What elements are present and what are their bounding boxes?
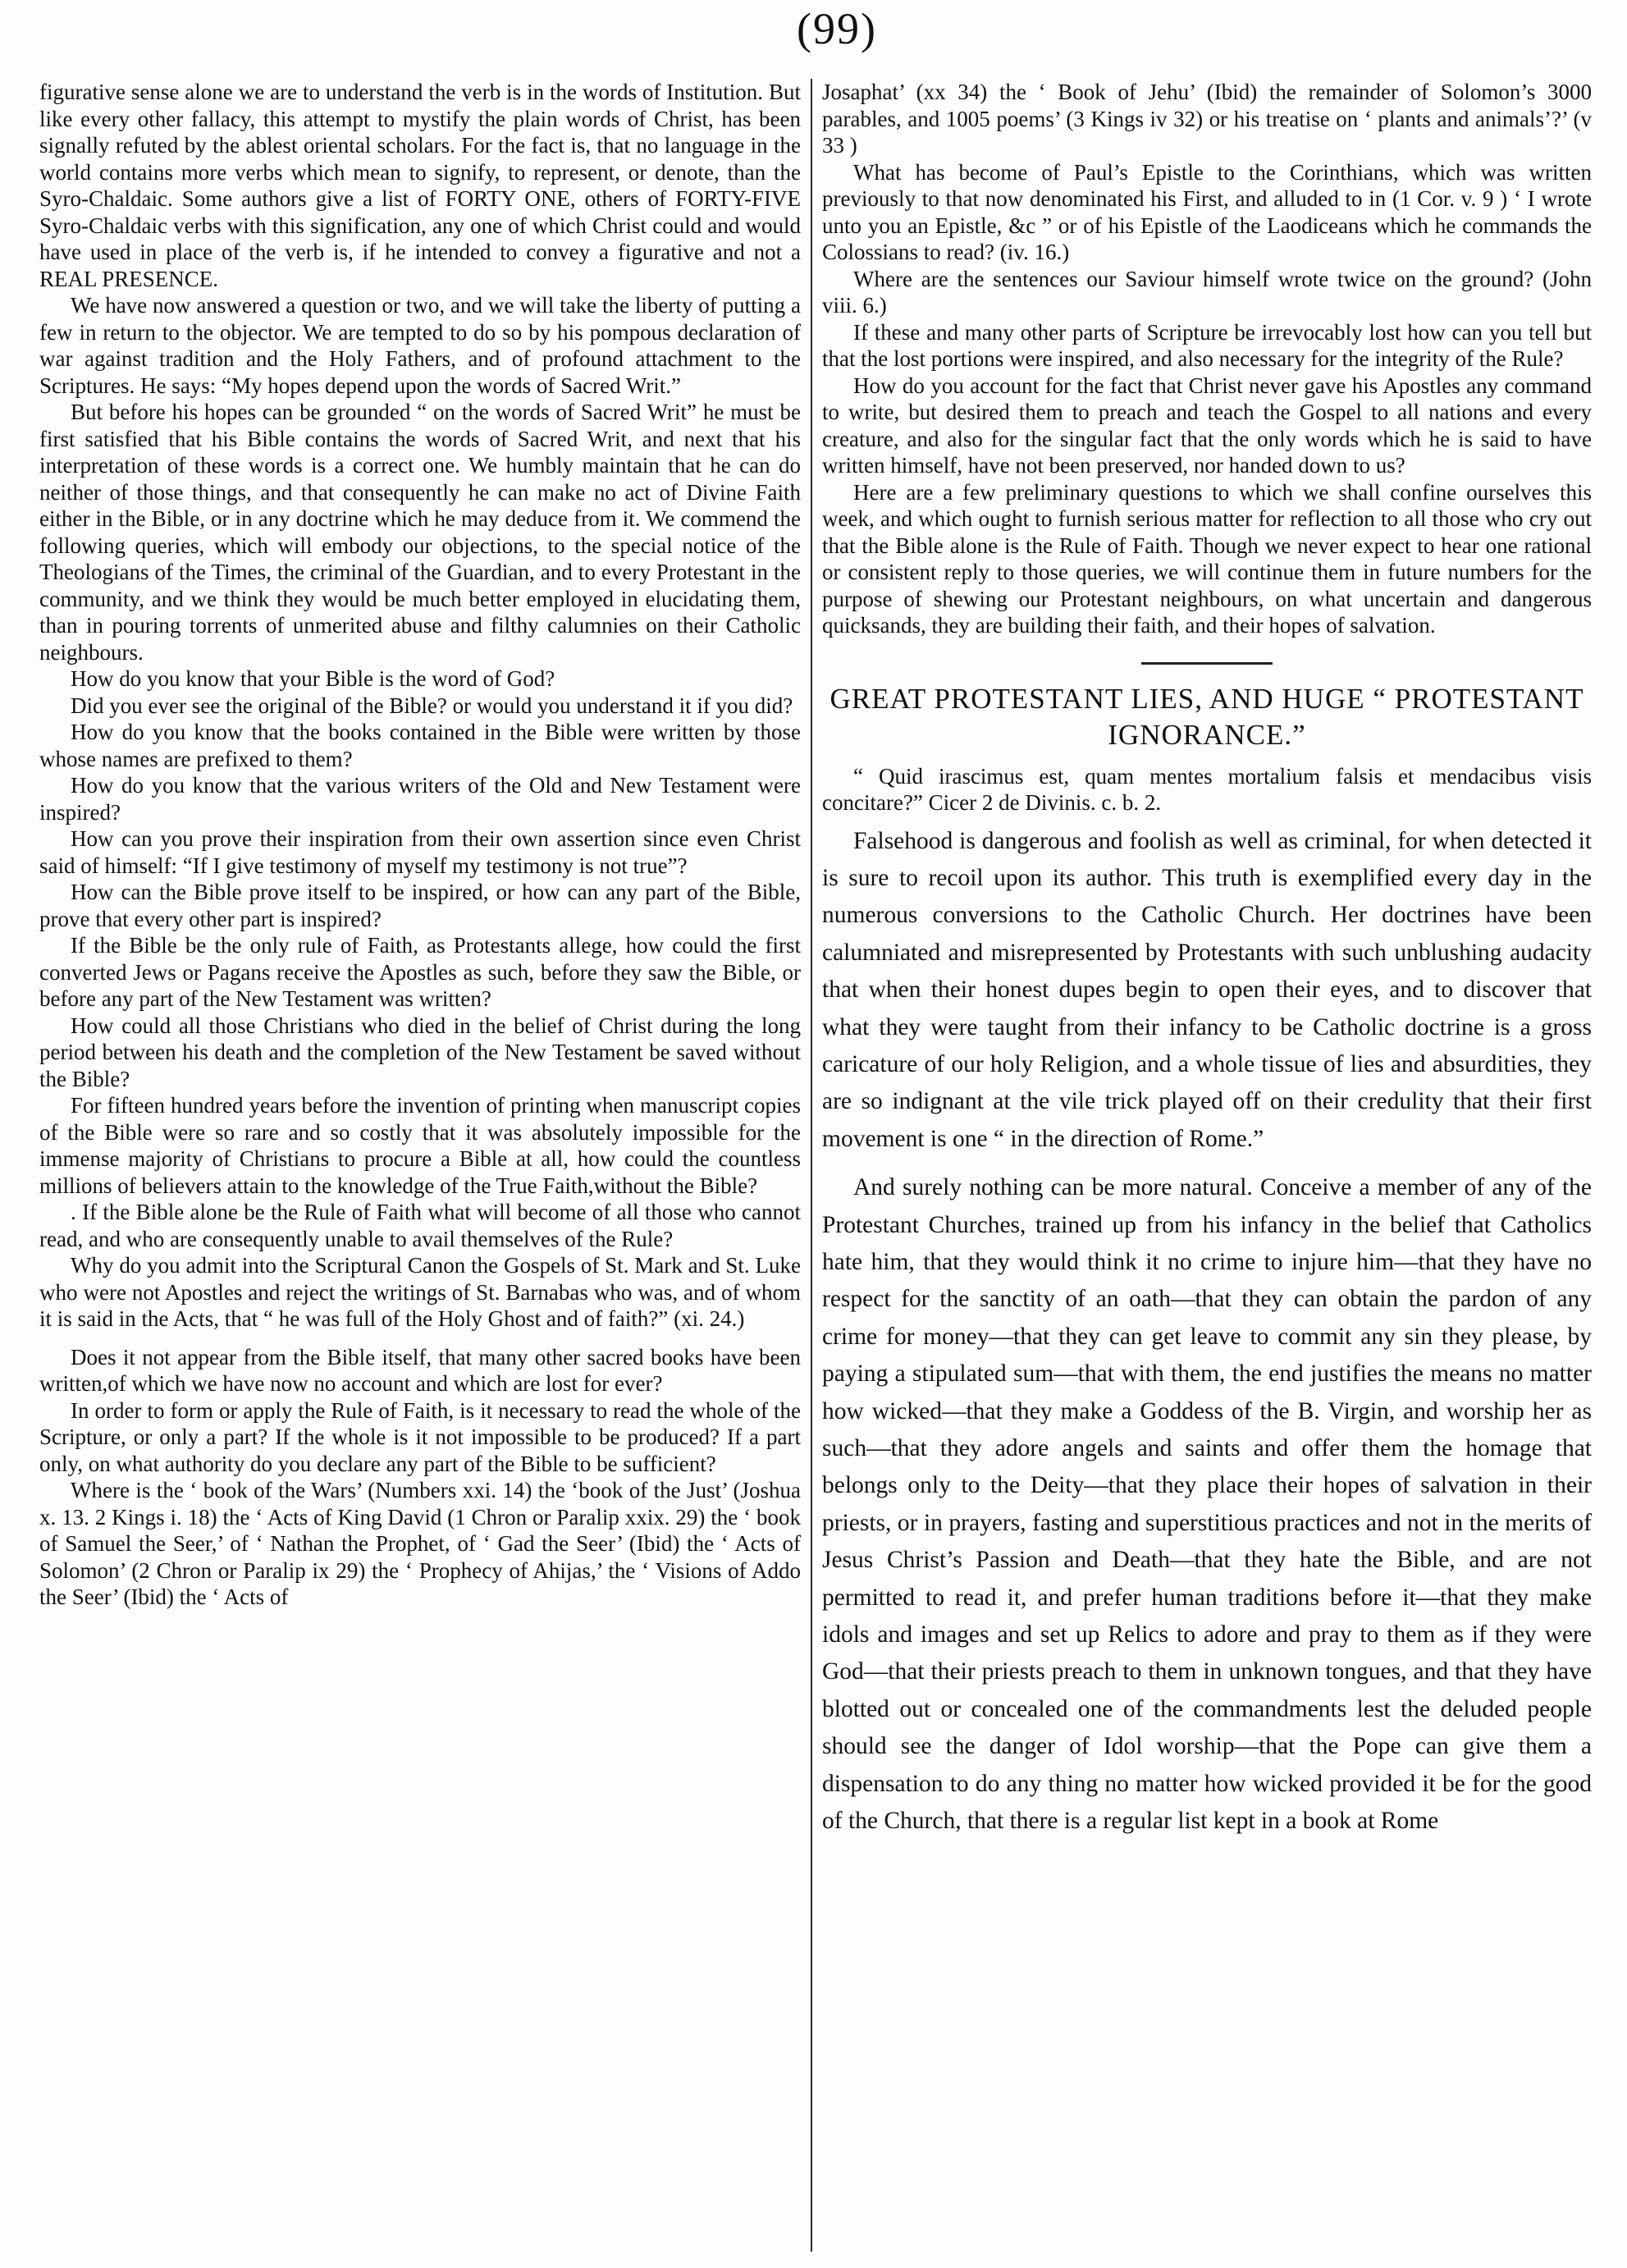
article-title: GREAT PROTESTANT LIES, AND HUGE “ PROTESTANT IGNORANCE.” [829,682,1584,751]
article-body [822,823,1592,1840]
question: How do you know that the books contained in the Bible were written by those whose names are prefixed to them? [39,720,801,771]
paragraph: We have now answered a question or two, and we will take the liberty of putting a few in return to the objector. We are tempted to do so by his pompous declaration of war against tradition and the Holy Fathers, and of profound attachment to the Scriptures. He says: “My hopes depend upon the words of Sacred Writ.” [39,293,801,398]
question: For fifteen hundred years before the invention of printing when manuscript copies of the Bible were so rare and so costly that it was absolutely impossible for the immense majority of Christians to procure a Bible at all, how could the countless millions of believers attain to the knowledge of the True Faith,without the Bible? [39,1093,801,1198]
epigraph: “ Quid irascimus est, quam mentes mortalium falsis et mendacibus visis concitare?” Cicer 2 de Divinis. c. b. 2. [822,763,1592,815]
question: If these and many other parts of Scripture be irrevocably lost how can you tell but that the lost portions were inspired, and also necessary for the integrity of the Rule? [822,319,1592,371]
paragraph: figurative sense alone we are to understand the verb is in the words of Institution. But like every other fallacy, this attempt to mystify the plain words of Christ, has been signally refuted by the ablest oriental scholars. For the fact is, that no language in the world contains more verbs which mean to signify, to represent, or denote, than the Syro-Chaldaic. Some authors give a list of FORTY ONE, others of FORTY-FIVE Syro-Chaldaic verbs with this signification, any one of which Christ could and would have used in place of the verb is, if he intended to convey a figurative and not a REAL PRESENCE. [39,80,801,291]
question: Why do you admit into the Scriptural Canon the Gospels of St. Mark and St. Luke who were not Apostles and reject the writings of St. Barnabas who was, and of whom it is said in the Acts, that “ he was full of the Holy Ghost and of faith?” (xi. 24.) [39,1253,801,1331]
question: Did you ever see the original of the Bible? or would you understand it if you did? [71,693,793,718]
question: Where is the ‘ book of the Wars’ (Numbers xxi. 14) the ‘book of the Just’ (Joshua x. 13. 2 Kings i. 18) the ‘ Acts of King David (1 Chron or Paralip xxix. 29) the ‘ book of Samuel the Seer,’ of ‘ Nathan the Prophet, of ‘ Gad the Seer’ (Ibid) the ‘ Acts of Solomon’ (2 Chron or Paralip ix 29) the ‘ Prophecy of Ahijas,’ the ‘ Visions of Addo the Seer’ (Ibid) the ‘ Acts of [39,1478,801,1609]
question: Where are the sentences our Saviour himself wrote twice on the ground? (John viii. 6.) [822,266,1592,318]
question: . If the Bible alone be the Rule of Faith what will become of all those who cannot read, and who are consequently unable to avail themselves of the Rule? [39,1200,801,1251]
question: How can the Bible prove itself to be inspired, or how can any part of the Bible, prove that every other part is inspired? [39,880,801,931]
paragraph: Here are a few preliminary questions to which we shall confine ourselves this week, and which ought to furnish serious matter for reflection to all those who cry out that the Bible alone is the Rule of Faith. Though we never expect to hear one rational or consistent reply to those queries, we will continue them in future numbers for the purpose of shewing our Protestant neighbours, on what uncertain and dangerous quicksands, they are building their faith, and their hopes of salvation. [822,479,1592,638]
paragraph: And surely nothing can be more natural. Conceive a member of any of the Protestant Churches, trained up from his infancy in the belief that Catholics hate him, that they would think it no crime to injure him—that they have no respect for the sanctity of an oath—that they can obtain the pardon of any crime for money—that they can get leave to commit any sin they please, by paying a stipulated sum—that with them, the end justifies the means no matter how wicked—that they make a Goddess of the B. Virgin, and worship her as such—that they adore angels and saints and offer them the homage that belongs only to the Deity—that they place their hopes of salvation in their priests, or in prayers, fasting and superstitious practices and not in the merits of Jesus Christ’s Passion and Death—that they hate the Bible, and are not permitted to read it, and prefer human traditions before it—that they make idols and images and set up Relics to adore and pray to them as if they were God—that their priests preach to them in unknown tongues, and that they have blotted out or concealed one of the commandments lest the deluded people should see the danger of Idol worship—that the Pope can give them a dispensation to do any thing no matter how wicked provided it be for the good of the Church, that there is a regular list kept in a book at Rome [822,1174,1592,1835]
section-rule [1141,662,1273,665]
right-column [822,79,1592,2252]
question: How do you know that the various writers of the Old and New Testament were inspired? [39,773,801,825]
question: In order to form or apply the Rule of Faith, is it necessary to read the whole of the Scripture, or only a part? If the whole is it not impossible to be produced? If a part only, on what authority do you declare any part of the Bible to be sufficient? [39,1397,801,1476]
paragraph: Josaphat’ (xx 34) the ‘ Book of Jehu’ (Ibid) the remainder of Solomon’s 3000 parables, and 1005 poems’ (3 Kings iv 32) or his treatise on ‘ plants and animals’?’ (v 33 ) [822,80,1592,158]
column-divider [811,79,812,2252]
question: How can you prove their inspiration from their own assertion since even Christ said of himself: “If I give testimony of myself my testimony is not true”? [39,826,801,878]
page-number: (99) [797,4,877,53]
question: If the Bible be the only rule of Faith, as Protestants allege, how could the first converted Jews or Pagans receive the Apostles as such, before they saw the Bible, or before any part of the New Testament was written? [39,933,801,1011]
question: How do you know that your Bible is the word of God? [71,666,555,691]
question: How could all those Christians who died in the belief of Christ during the long period between his death and the completion of the New Testament be saved without the Bible? [39,1013,801,1091]
question: How do you account for the fact that Christ never gave his Apostles any command to write, but desired them to preach and teach the Gospel to all nations and every creature, and also for the singular fact that the only words which he is said to have written himself, have not been preserved, nor handed down to us? [822,373,1592,478]
question: Does it not appear from the Bible itself, that many other sacred books have been written,of which we have now no account and which are lost for ever? [39,1344,801,1396]
left-column [39,79,801,2252]
paragraph: But before his hopes can be grounded “ on the words of Sacred Writ” he must be first satisfied that his Bible contains the words of Sacred Writ, and next that his interpretation of these words is a correct one. We humbly maintain that he can do neither of those things, and that consequently he can make no act of Divine Faith either in the Bible, or in any doctrine which he may deduce from it. We commend the following queries, which will embody our objections, to the special notice of the Theologians of the Times, the criminal of the Guardian, and to every Protestant in the community, and we think they would be much better employed in elucidating them, than in pouring torrents of unmerited abuse and filthy calumnies on their Catholic neighbours. [39,400,801,665]
question: What has become of Paul’s Epistle to the Corinthians, which was written previously to that now denominated his First, and alluded to in (1 Cor. v. 9 ) ‘ I wrote unto you an Epistle, &c ” or of his Epistle of the Laodiceans which he commands the Colossians to read? (iv. 16.) [822,159,1592,264]
paragraph: Falsehood is dangerous and foolish as well as criminal, for when detected it is sure to recoil upon its author. This truth is exemplified every day in the numerous conversions to the Catholic Church. Her doctrines have been calumniated and misrepresented by Protestants with such unblushing audacity that when their honest dupes begin to open their eyes, and to discover that what they were taught from their infancy to be Catholic doctrine is a gross caricature of our holy Religion, and a whole tissue of lies and absurdities, they are so indignant at the vile trick played off on their credulity that their first movement is one “ in the direction of Rome.” [822,827,1592,1152]
